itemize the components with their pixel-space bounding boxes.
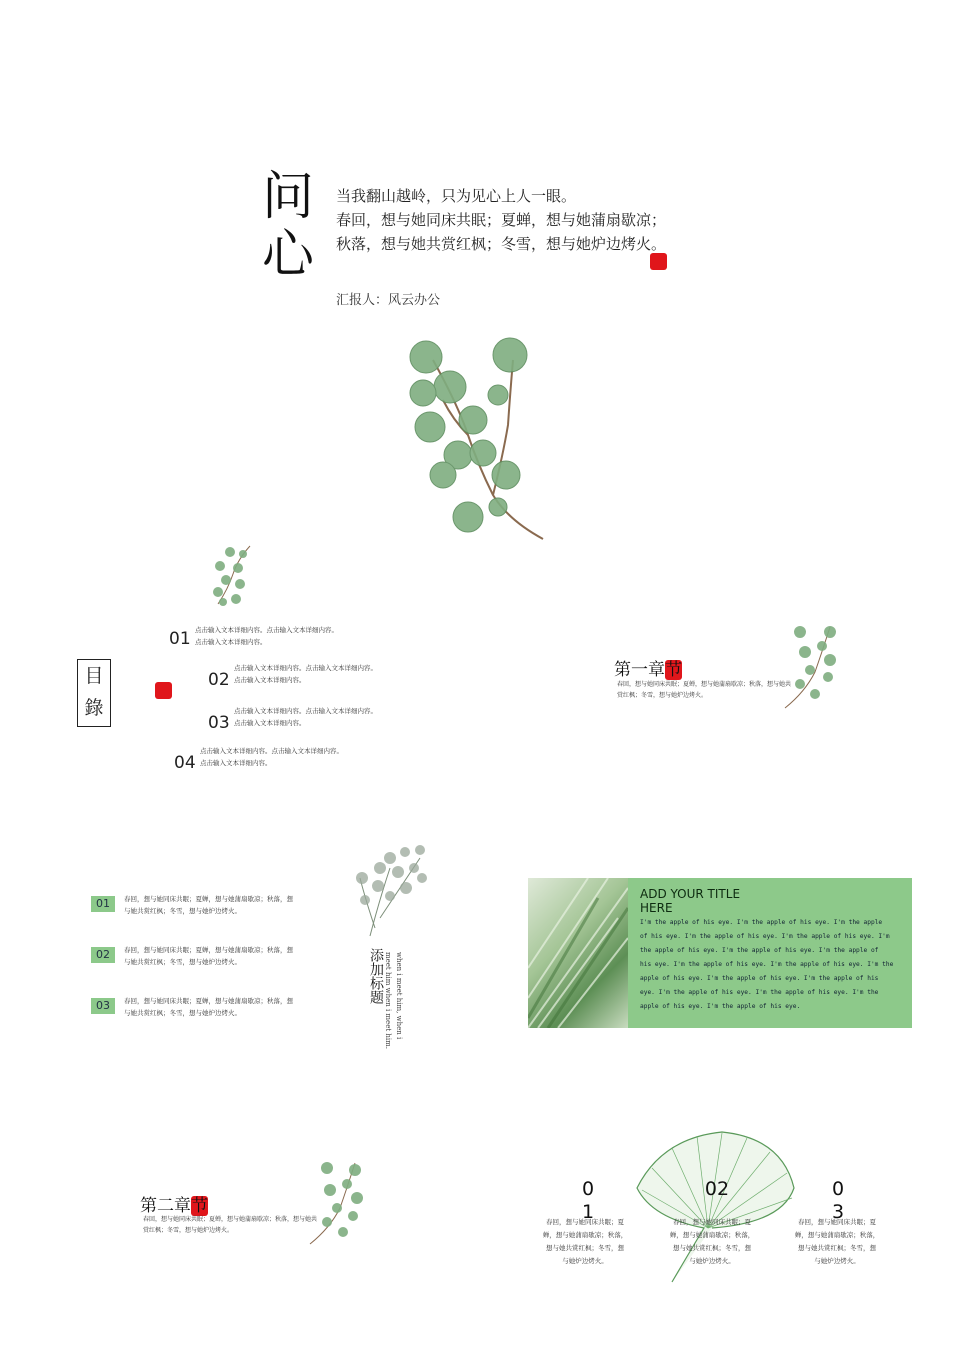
toc-number: 01 — [169, 629, 191, 649]
list-badge: 01 — [91, 896, 115, 912]
chapter-title-seal: 节 — [191, 1196, 208, 1216]
small-branch-illustration — [208, 544, 254, 606]
step-description — [792, 1216, 882, 1268]
list-item-line: 与她共赏红枫；冬雪，想与她炉边烤火。 — [124, 1009, 241, 1017]
cover-title-char-2: 心 — [262, 225, 315, 285]
panel-title — [640, 887, 760, 915]
toc-heading-box — [77, 659, 111, 727]
chapter-title-main: 第一章 — [614, 660, 665, 680]
toc-number: 04 — [174, 753, 196, 773]
toc-item-line: 点击输入文本详细内容。 — [234, 719, 306, 727]
panel-body-line: of his eye. I'm the apple of his eye. I'm the apple of his eye. I'm — [640, 933, 890, 940]
list-item-text — [124, 995, 309, 1019]
cover-line: 春回，想与她同床共眠；夏蝉，想与她蒲扇歇凉； — [336, 211, 667, 229]
step-line: 蝉，想与她蒲扇歇凉；秋落， — [794, 1231, 880, 1239]
panel-body-line: eye. I'm the apple of his eye. I'm the apple of his eye. I'm the — [640, 989, 879, 996]
list-item-line: 与她共赏红枫；冬雪，想与她炉边烤火。 — [124, 907, 241, 915]
step-line: 与她炉边烤火。 — [562, 1257, 608, 1265]
toc-item-line: 点击输入文本详细内容。 — [195, 638, 267, 646]
step-number-part: 0 — [831, 1178, 845, 1200]
step-number — [700, 1178, 734, 1201]
list-item-line: 春回，想与她同床共眠；夏蝉，想与她蒲扇歇凉；秋落，想 — [124, 997, 293, 1005]
chapter-desc-line: 春回，想与她同床共眠；夏蝉，想与她蒲扇歇凉；秋落，想与她共 — [143, 1216, 318, 1223]
toc-item-line: 点击输入文本详细内容。 — [234, 676, 306, 684]
cover-title — [262, 168, 322, 284]
list-item-line: 春回，想与她同床共眠；夏蝉，想与她蒲扇歇凉；秋落，想 — [124, 946, 293, 954]
toc-heading-char-2: 錄 — [84, 697, 104, 719]
small-branch-illustration — [305, 1158, 367, 1246]
palm-leaf-icon — [528, 878, 628, 1028]
step-line: 春回，想与她同床共眠；夏 — [798, 1218, 876, 1226]
list-item-text — [124, 944, 309, 968]
step-line: 与她炉边烤火。 — [689, 1257, 735, 1265]
toc-heading-char-1: 目 — [84, 665, 104, 687]
step-line: 蝉，想与她蒲扇歇凉；秋落， — [542, 1231, 628, 1239]
cover-reporter: 汇报人：风云办公 — [336, 293, 441, 308]
toc-item-line: 点击输入文本详细内容。点击输入文本详细内容。 — [234, 664, 377, 672]
list-item-line: 与她共赏红枫；冬雪，想与她炉边烤火。 — [124, 958, 241, 966]
toc-item-text — [200, 745, 370, 769]
toc-number: 02 — [208, 670, 230, 690]
chapter-1-title — [614, 655, 682, 680]
step-number-part: 0 — [581, 1178, 595, 1200]
step-description — [540, 1216, 630, 1268]
chapter-desc-line: 赏红枫；冬雪，想与她炉边烤火。 — [143, 1227, 234, 1234]
toc-item-text — [234, 662, 404, 686]
vertical-subtitle-line: meet him when i meet him. — [384, 952, 392, 1049]
panel-title-line: HERE — [640, 901, 673, 915]
step-number-part: 1 — [581, 1201, 595, 1223]
toc-number: 03 — [208, 713, 230, 733]
toc-item-text — [234, 705, 404, 729]
panel-body-line: apple of his eye. I'm the apple of his eye. — [640, 1003, 801, 1010]
toc-item-line: 点击输入文本详细内容。点击输入文本详细内容。 — [200, 747, 343, 755]
silver-leaf-illustration — [350, 838, 436, 938]
palm-leaf-photo — [528, 878, 628, 1028]
panel-body-line: the apple of his eye. I'm the apple of his eye. I'm the apple of — [640, 947, 879, 954]
eucalyptus-branch-illustration — [398, 335, 548, 541]
step-number-part: 3 — [831, 1201, 845, 1223]
red-seal — [650, 253, 667, 270]
panel-body-line: his eye. I'm the apple of his eye. I'm the apple of his eye. I'm the — [640, 961, 894, 968]
list-badge: 02 — [91, 947, 115, 963]
list-item-line: 春回，想与她同床共眠；夏蝉，想与她蒲扇歇凉；秋落，想 — [124, 895, 293, 903]
toc-item-text — [195, 624, 365, 648]
panel-body-line: I'm the apple of his eye. I'm the apple of his eye. I'm the apple — [640, 919, 883, 926]
step-line: 想与她共赏红枫；冬雪，想 — [546, 1244, 624, 1252]
toc-item-line: 点击输入文本详细内容。点击输入文本详细内容。 — [195, 626, 338, 634]
step-description — [667, 1216, 757, 1268]
chapter-desc-line: 赏红枫；冬雪，想与她炉边烤火。 — [617, 692, 708, 699]
chapter-2-title — [140, 1191, 208, 1216]
toc-item-line: 点击输入文本详细内容。 — [200, 759, 272, 767]
vertical-subtitle-line: when i meet him, when i — [395, 952, 403, 1040]
step-line: 想与她共赏红枫；冬雪，想 — [798, 1244, 876, 1252]
small-branch-illustration — [780, 622, 842, 710]
chapter-title-main: 第二章 — [140, 1196, 191, 1216]
cover-line: 秋落，想与她共赏红枫；冬雪，想与她炉边烤火。 — [336, 235, 667, 253]
step-line: 与她炉边烤火。 — [814, 1257, 860, 1265]
vertical-title: 添加标题 — [368, 948, 384, 1004]
step-line: 想与她共赏红枫；冬雪，想 — [673, 1244, 751, 1252]
red-seal — [155, 682, 172, 699]
chapter-title-seal: 节 — [665, 660, 682, 680]
cover-title-char-1: 问 — [262, 167, 315, 227]
step-line: 春回，想与她同床共眠；夏 — [546, 1218, 624, 1226]
list-item-text — [124, 893, 309, 917]
step-number-part: 02 — [704, 1178, 730, 1200]
chapter-1-description — [617, 679, 797, 701]
chapter-2-description — [143, 1214, 323, 1236]
chapter-desc-line: 春回，想与她同床共眠；夏蝉，想与她蒲扇歇凉；秋落，想与她共 — [617, 681, 792, 688]
panel-title-line: ADD YOUR TITLE — [640, 887, 741, 901]
toc-item-line: 点击输入文本详细内容。点击输入文本详细内容。 — [234, 707, 377, 715]
cover-poem — [336, 184, 666, 256]
panel-body-line: apple of his eye. I'm the apple of his eye. I'm the apple of his — [640, 975, 879, 982]
cover-line: 当我翻山越岭，只为见心上人一眼。 — [336, 187, 577, 205]
list-badge: 03 — [91, 998, 115, 1014]
panel-body — [640, 916, 898, 1014]
step-line: 蝉，想与她蒲扇歇凉；秋落， — [669, 1231, 755, 1239]
step-line: 春回，想与她同床共眠；夏 — [673, 1218, 751, 1226]
vertical-subtitle — [382, 952, 404, 1049]
